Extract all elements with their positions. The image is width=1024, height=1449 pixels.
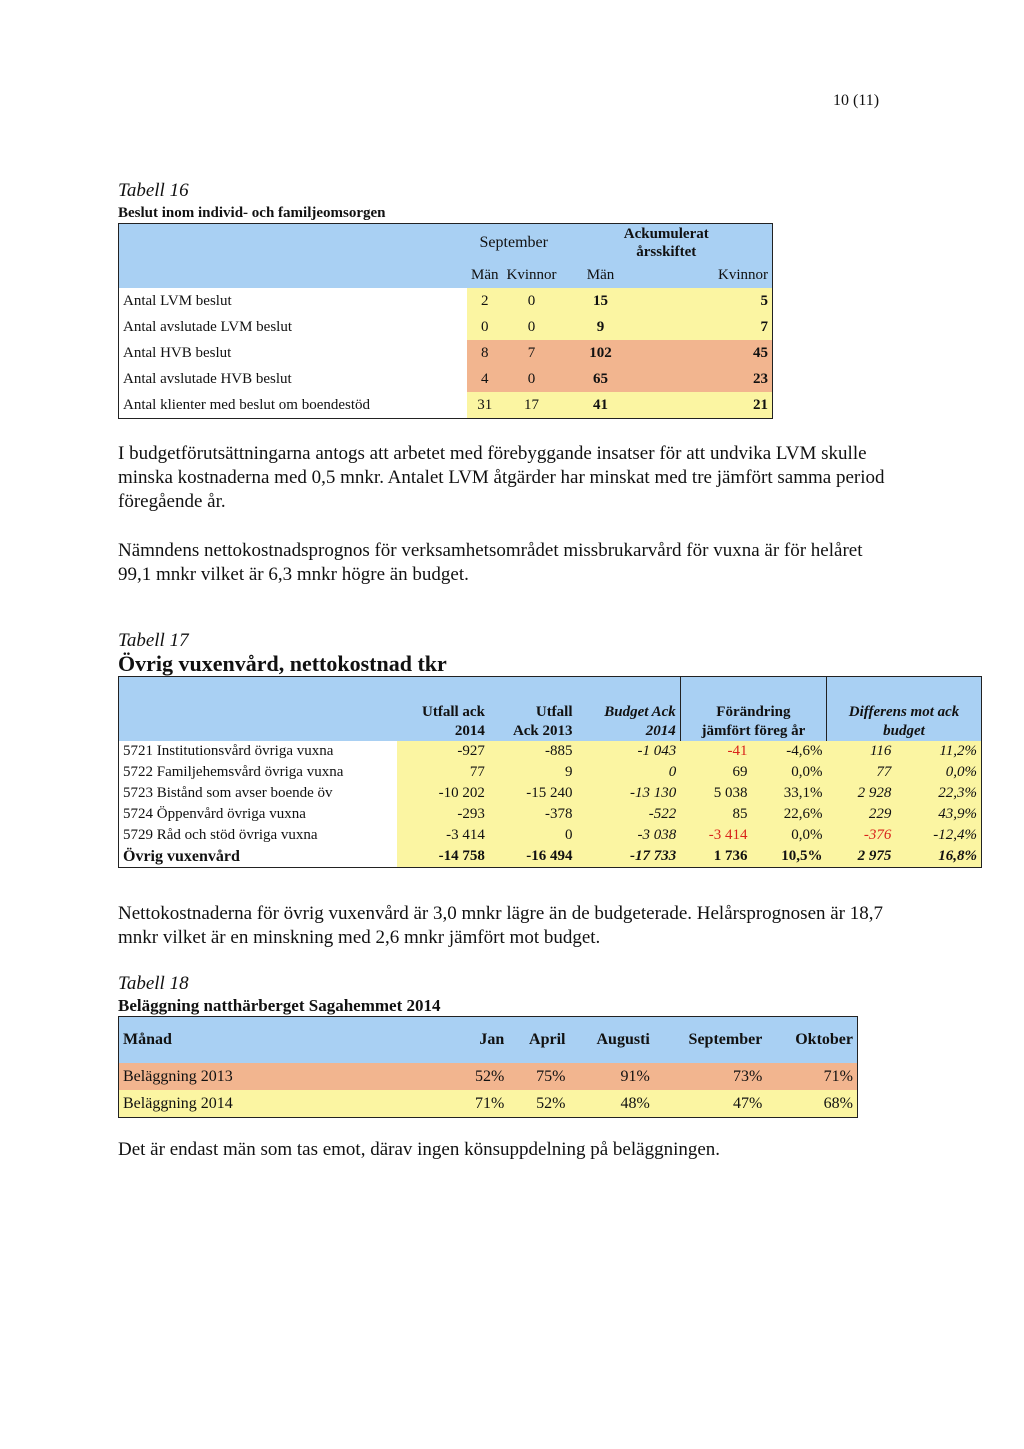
t17-cell: 0,0% [895, 762, 981, 783]
t17-head-ack2013 [489, 677, 577, 742]
table16 [118, 223, 773, 419]
t18-cell: 91% [620, 1067, 650, 1085]
t17-cell: 229 [827, 804, 896, 825]
t17-head-budget [577, 677, 681, 742]
t16-col-man-sep: Män [471, 266, 499, 283]
paragraph-1: I budgetförutsättningarna antogs att arbetet med förebyggande insatser för att undvika LVM skulle minska kostnaderna med 0,5 mnkr. Antalet LVM åtgärder har minskat med tre jämfört samma period föregående år. [118, 443, 885, 512]
t18-cell: 52% [475, 1067, 505, 1085]
t17-cell: 69 [680, 762, 751, 783]
t18-row-label: Beläggning 2014 [123, 1094, 233, 1112]
t18-cell: 52% [536, 1094, 566, 1112]
t17-head-utfall-2: 2014 [454, 723, 485, 739]
t18-row-label: Beläggning 2013 [123, 1067, 233, 1085]
t18-cell: 71% [475, 1094, 505, 1112]
t18-cell: 75% [536, 1067, 566, 1085]
t17-total-label: Övrig vuxenvård [123, 847, 240, 865]
t17-cell: -378 [489, 804, 577, 825]
t16-cell: 0 [503, 288, 561, 314]
table-row [119, 1063, 858, 1090]
t18-head-month: April [529, 1031, 566, 1048]
table-row [119, 783, 982, 804]
t17-cell: 0,0% [751, 825, 826, 846]
t16-row-label: Antal avslutade HVB beslut [123, 370, 292, 387]
t17-cell: 2 928 [827, 783, 896, 804]
t17-cell: 0,0% [751, 762, 826, 783]
t17-cell: -3 414 [397, 825, 489, 846]
t17-head-budget-2: 2014 [645, 723, 676, 739]
table18 [118, 1016, 858, 1118]
t16-col-kvinnor-sep: Kvinnor [506, 266, 557, 283]
t16-cell: 65 [561, 366, 641, 392]
t17-head-differens-2: budget [883, 723, 925, 739]
t18-head-month: Jan [479, 1031, 505, 1048]
t18-head-month: Oktober [795, 1031, 853, 1048]
t16-group-ack: Ackumulerat årsskiftet [623, 226, 709, 260]
t17-cell: -927 [397, 741, 489, 762]
t17-row-label: 5729 Råd och stöd övriga vuxna [123, 827, 318, 843]
table-total-row [119, 846, 982, 868]
t17-head-forandring [680, 677, 826, 742]
t17-cell: -13 130 [577, 783, 681, 804]
t17-total-cell: -16 494 [489, 846, 577, 868]
t17-head-forandring-1: Förändring [716, 704, 791, 720]
t16-cell: 0 [503, 314, 561, 340]
t18-cell: 68% [823, 1094, 853, 1112]
table-row [119, 825, 982, 846]
t17-cell: 9 [489, 762, 577, 783]
t17-total-cell: 10,5% [751, 846, 826, 868]
t17-cell: 0 [577, 762, 681, 783]
t16-cell: 31 [467, 392, 503, 419]
t16-cell: 21 [641, 392, 773, 419]
t17-head-utfall-1: Utfall ack [422, 704, 485, 720]
t16-cell: 45 [641, 340, 773, 366]
t17-row-label: 5723 Bistånd som avser boende öv [123, 785, 333, 801]
t17-cell: 85 [680, 804, 751, 825]
paragraph-4: Det är endast män som tas emot, därav ingen könsuppdelning på beläggningen. [118, 1139, 721, 1160]
t17-cell: -41 [680, 741, 751, 762]
table-row [119, 314, 773, 340]
t17-cell: -1 043 [577, 741, 681, 762]
t16-row-label: Antal HVB beslut [123, 344, 232, 361]
table-row [119, 741, 982, 762]
t16-col-kvinnor-ack: Kvinnor [718, 266, 768, 283]
t17-head-ack2013-2: Ack 2013 [512, 723, 573, 739]
t17-cell: 43,9% [895, 804, 981, 825]
t17-cell: -4,6% [751, 741, 826, 762]
t17-total-cell: 1 736 [680, 846, 751, 868]
t16-cell: 41 [561, 392, 641, 419]
table-row [119, 392, 773, 419]
table-row [119, 340, 773, 366]
t17-cell: 33,1% [751, 783, 826, 804]
t18-cell: 73% [732, 1067, 763, 1085]
t16-cell: 102 [561, 340, 641, 366]
t16-cell: 17 [503, 392, 561, 419]
table17 [118, 676, 982, 868]
table-row [119, 1090, 858, 1118]
t17-head-forandring-2: jämfört föreg år [701, 723, 806, 739]
t16-cell: 23 [641, 366, 773, 392]
t17-row-label: 5721 Institutionsvård övriga vuxna [123, 743, 334, 759]
t17-cell: -885 [489, 741, 577, 762]
t16-cell: 4 [467, 366, 503, 392]
t17-total-cell: 2 975 [827, 846, 896, 868]
t17-cell: -376 [827, 825, 896, 846]
t17-row-label: 5722 Familjehemsvård övriga vuxna [123, 764, 344, 780]
table16-caption: Tabell 16 [118, 180, 189, 201]
t17-total-cell: -14 758 [397, 846, 489, 868]
page-number: 10 (11) [833, 92, 880, 109]
table-row [119, 288, 773, 314]
t17-cell: -293 [397, 804, 489, 825]
paragraph-3: Nettokostnaderna för övrig vuxenvård är 3,0 mnkr lägre än de budgeterade. Helårsprognosen är 18,7 mnkr vilket är en minskning med 2,6 mnkr jämfört mot budget. [118, 903, 884, 948]
t18-cell: 71% [823, 1067, 853, 1085]
table18-subtitle: Beläggning natthärberget Sagahemmet 2014 [118, 996, 441, 1015]
t16-cell: 9 [561, 314, 641, 340]
t16-cell: 5 [641, 288, 773, 314]
t17-head-ack2013-1: Utfall [535, 704, 573, 720]
t17-cell: 77 [827, 762, 896, 783]
table-row [119, 804, 982, 825]
t17-cell: -15 240 [489, 783, 577, 804]
t17-cell: 116 [827, 741, 896, 762]
t17-total-cell: -17 733 [577, 846, 681, 868]
table-row [119, 366, 773, 392]
t16-row-label: Antal LVM beslut [123, 292, 232, 309]
t17-cell: -3 038 [577, 825, 681, 846]
t17-cell: 0 [489, 825, 577, 846]
t17-cell: 22,6% [751, 804, 826, 825]
t16-cell: 0 [503, 366, 561, 392]
t18-cell: 48% [620, 1094, 650, 1112]
t16-row-label: Antal klienter med beslut om boendestöd [123, 396, 371, 413]
t18-head-manad: Månad [123, 1031, 172, 1048]
t16-cell: 7 [641, 314, 773, 340]
t17-head-utfall [397, 677, 489, 742]
t18-head-month: September [688, 1031, 763, 1048]
table16-subtitle: Beslut inom individ- och familjeomsorgen [118, 205, 386, 221]
table17-subtitle: Övrig vuxenvård, nettokostnad tkr [118, 651, 447, 676]
t16-group-september: September [479, 234, 548, 251]
t16-cell: 15 [561, 288, 641, 314]
table18-caption: Tabell 18 [118, 973, 189, 994]
t18-head-month: Augusti [596, 1031, 650, 1048]
table17-caption: Tabell 17 [118, 630, 189, 651]
t17-row-label: 5724 Öppenvård övriga vuxna [123, 806, 306, 822]
table-row [119, 762, 982, 783]
paragraph-2: Nämndens nettokostnadsprognos för verksamhetsområdet missbrukarvård för vuxna är för helåret 99,1 mnkr vilket är 6,3 mnkr högre än budget. [118, 540, 863, 585]
t16-row-label: Antal avslutade LVM beslut [123, 318, 293, 335]
t17-cell: 77 [397, 762, 489, 783]
t17-cell: 11,2% [895, 741, 981, 762]
t17-cell: 5 038 [680, 783, 751, 804]
t17-cell: -522 [577, 804, 681, 825]
t18-cell: 47% [732, 1094, 763, 1112]
t17-head-differens [827, 677, 982, 742]
t16-cell: 2 [467, 288, 503, 314]
t17-cell: 22,3% [895, 783, 981, 804]
t17-head-budget-1: Budget Ack [604, 704, 676, 720]
t16-cell: 0 [467, 314, 503, 340]
t17-cell: -12,4% [895, 825, 981, 846]
t17-head-differens-1: Differens mot ack [848, 704, 960, 720]
t17-total-cell: 16,8% [895, 846, 981, 868]
t16-cell: 8 [467, 340, 503, 366]
t16-cell: 7 [503, 340, 561, 366]
t17-cell: -3 414 [680, 825, 751, 846]
t17-cell: -10 202 [397, 783, 489, 804]
t16-col-man-ack: Män [586, 266, 615, 283]
